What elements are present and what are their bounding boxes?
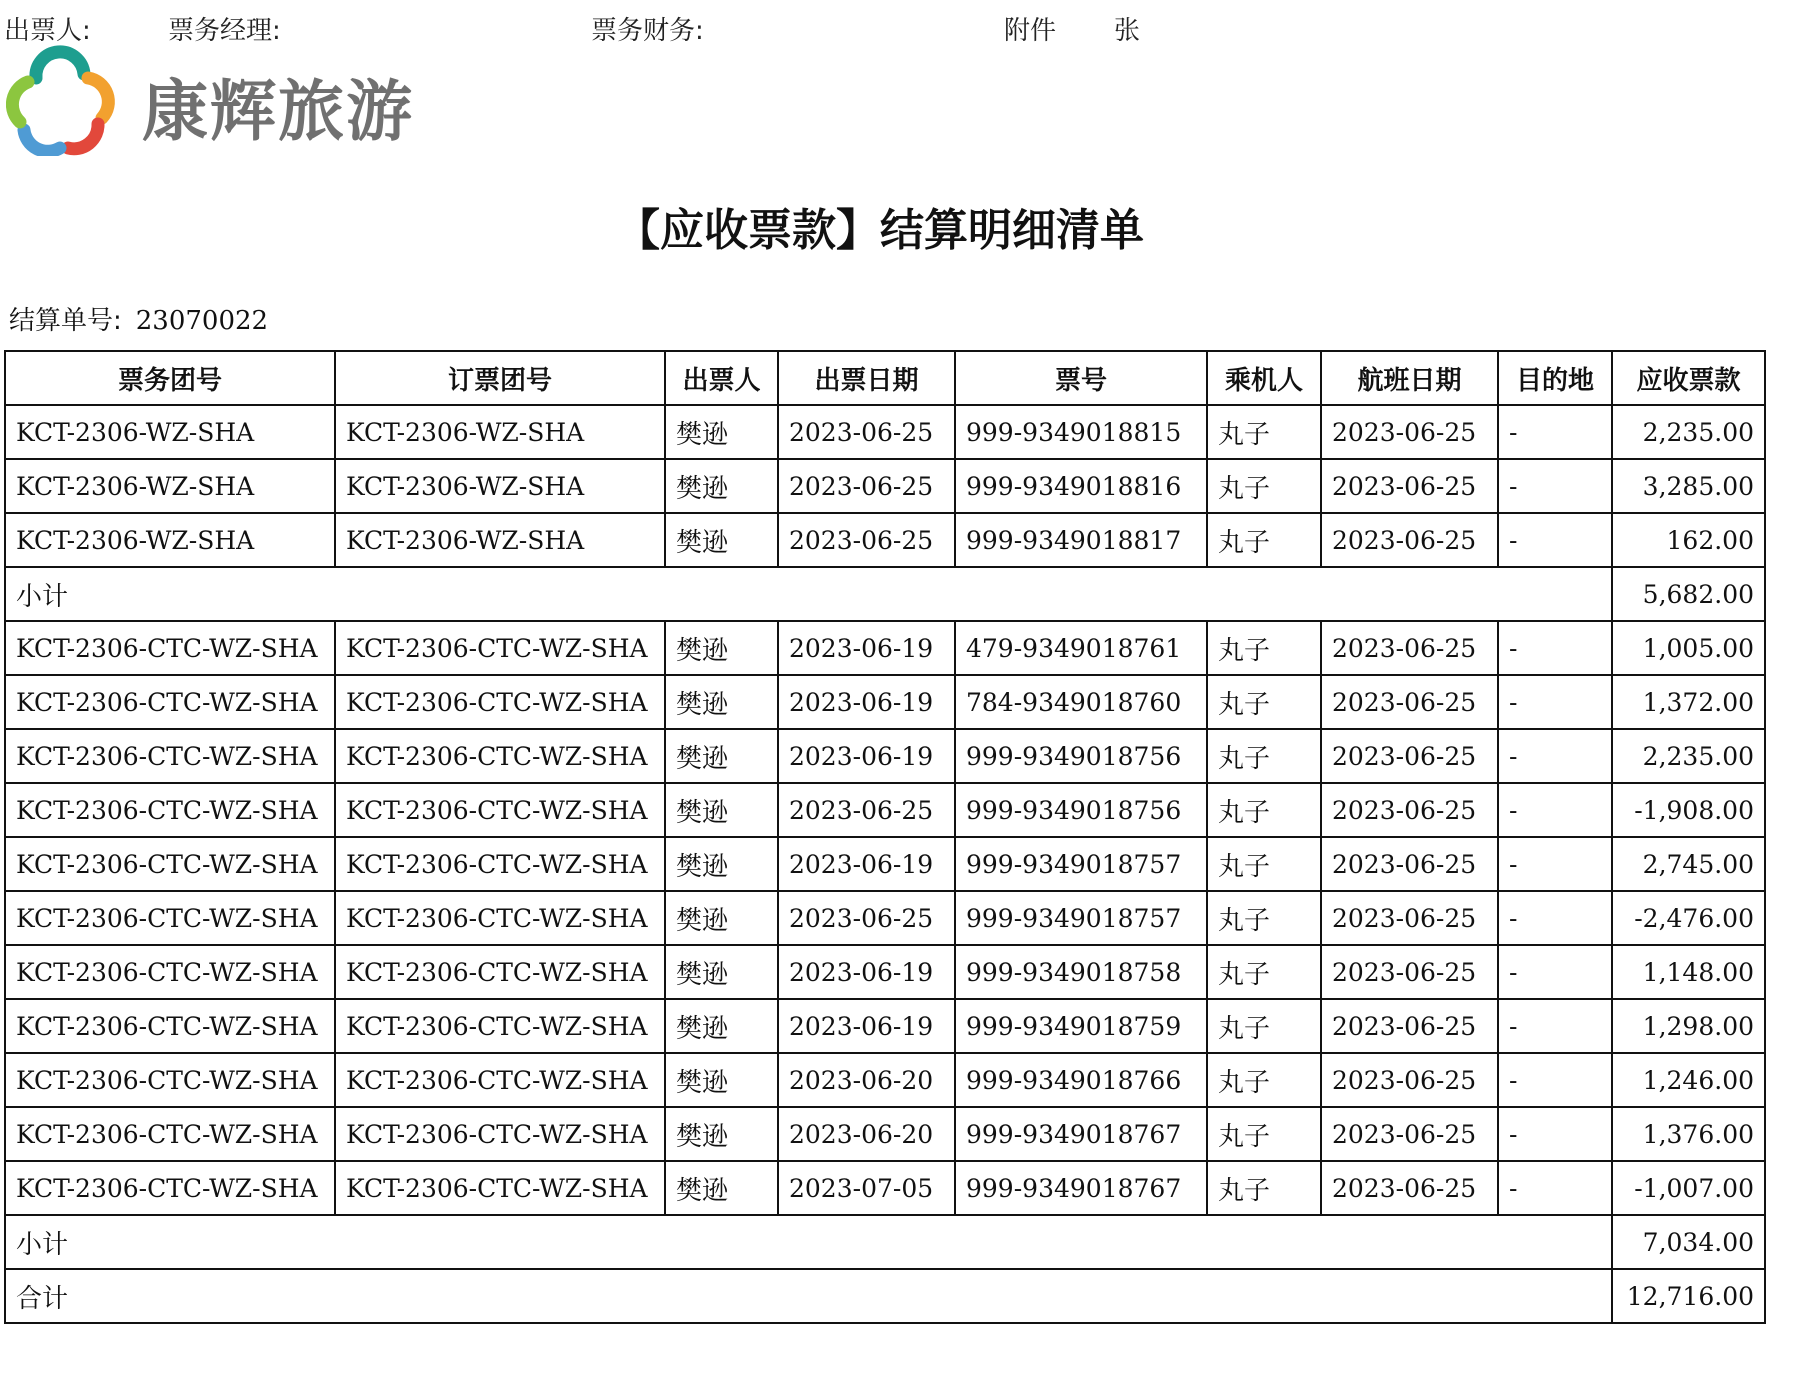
cell-issue-date: 2023-06-19 — [778, 621, 955, 675]
cell-receivable: 1,148.00 — [1612, 945, 1765, 999]
cell-ticket-no: 999-9349018817 — [955, 513, 1207, 567]
table-row — [5, 945, 1765, 999]
cell-destination: - — [1498, 405, 1612, 459]
cell-receivable: -1,908.00 — [1612, 783, 1765, 837]
cell-destination: - — [1498, 459, 1612, 513]
table-header-row — [5, 351, 1765, 405]
cell-receivable: 2,745.00 — [1612, 837, 1765, 891]
cell-passenger: 丸子 — [1207, 999, 1321, 1053]
cell-issue-date: 2023-06-19 — [778, 675, 955, 729]
table-row — [5, 783, 1765, 837]
cell-ticket-group: KCT-2306-CTC-WZ-SHA — [5, 1107, 335, 1161]
cell-ticket-group: KCT-2306-CTC-WZ-SHA — [5, 1053, 335, 1107]
signature-line — [0, 4, 1200, 48]
cell-flight-date: 2023-06-25 — [1321, 837, 1498, 891]
header-ticket-group: 票务团号 — [5, 351, 335, 405]
cell-booking-group: KCT-2306-CTC-WZ-SHA — [335, 621, 665, 675]
cell-passenger: 丸子 — [1207, 729, 1321, 783]
subtotal-row — [5, 567, 1765, 621]
cell-receivable: 3,285.00 — [1612, 459, 1765, 513]
subtotal-label: 小计 — [5, 1215, 1612, 1269]
cell-ticket-group: KCT-2306-CTC-WZ-SHA — [5, 621, 335, 675]
header-receivable: 应收票款 — [1612, 351, 1765, 405]
cell-passenger: 丸子 — [1207, 783, 1321, 837]
table-row — [5, 459, 1765, 513]
cell-issue-date: 2023-06-19 — [778, 837, 955, 891]
table-row — [5, 837, 1765, 891]
logo-text: 康辉旅游 — [142, 73, 414, 150]
cell-booking-group: KCT-2306-CTC-WZ-SHA — [335, 783, 665, 837]
document-title: 【应收票款】结算明细清单 — [616, 205, 1144, 256]
cell-flight-date: 2023-06-25 — [1321, 405, 1498, 459]
attachment-label: 附件 — [1004, 16, 1057, 46]
cell-booking-group: KCT-2306-CTC-WZ-SHA — [335, 837, 665, 891]
cell-drawer: 樊逊 — [665, 621, 778, 675]
header-passenger: 乘机人 — [1207, 351, 1321, 405]
cell-flight-date: 2023-06-25 — [1321, 459, 1498, 513]
subtotal-row — [5, 1215, 1765, 1269]
subtotal-label: 小计 — [5, 567, 1612, 621]
settlement-number-value: 23070022 — [135, 306, 269, 336]
cell-booking-group: KCT-2306-CTC-WZ-SHA — [335, 999, 665, 1053]
cell-ticket-group: KCT-2306-CTC-WZ-SHA — [5, 729, 335, 783]
header-drawer: 出票人 — [665, 351, 778, 405]
cell-booking-group: KCT-2306-WZ-SHA — [335, 459, 665, 513]
cell-passenger: 丸子 — [1207, 513, 1321, 567]
cell-drawer: 樊逊 — [665, 729, 778, 783]
cell-passenger: 丸子 — [1207, 891, 1321, 945]
cell-issue-date: 2023-06-19 — [778, 729, 955, 783]
cell-booking-group: KCT-2306-CTC-WZ-SHA — [335, 945, 665, 999]
cell-issue-date: 2023-06-25 — [778, 459, 955, 513]
cell-receivable: -1,007.00 — [1612, 1161, 1765, 1215]
cell-passenger: 丸子 — [1207, 1107, 1321, 1161]
cell-drawer: 樊逊 — [665, 783, 778, 837]
manager-label: 票务经理: — [168, 16, 281, 46]
cell-passenger: 丸子 — [1207, 1161, 1321, 1215]
cell-drawer: 樊逊 — [665, 513, 778, 567]
table-row — [5, 405, 1765, 459]
header-issue-date: 出票日期 — [778, 351, 955, 405]
total-row — [5, 1269, 1765, 1323]
header-destination: 目的地 — [1498, 351, 1612, 405]
total-label: 合计 — [5, 1269, 1612, 1323]
cell-passenger: 丸子 — [1207, 945, 1321, 999]
subtotal-value: 7,034.00 — [1612, 1215, 1765, 1269]
cell-passenger: 丸子 — [1207, 1053, 1321, 1107]
total-value: 12,716.00 — [1612, 1269, 1765, 1323]
cell-ticket-no: 999-9349018766 — [955, 1053, 1207, 1107]
cell-flight-date: 2023-06-25 — [1321, 729, 1498, 783]
cell-ticket-no: 999-9349018757 — [955, 891, 1207, 945]
cell-ticket-no: 999-9349018758 — [955, 945, 1207, 999]
cell-issue-date: 2023-06-25 — [778, 513, 955, 567]
header-booking-group: 订票团号 — [335, 351, 665, 405]
cell-destination: - — [1498, 513, 1612, 567]
cell-booking-group: KCT-2306-CTC-WZ-SHA — [335, 675, 665, 729]
cell-booking-group: KCT-2306-WZ-SHA — [335, 513, 665, 567]
cell-passenger: 丸子 — [1207, 405, 1321, 459]
cell-ticket-group: KCT-2306-WZ-SHA — [5, 513, 335, 567]
header-ticket-no: 票号 — [955, 351, 1207, 405]
cell-flight-date: 2023-06-25 — [1321, 621, 1498, 675]
cell-destination: - — [1498, 837, 1612, 891]
table-row — [5, 999, 1765, 1053]
cell-destination: - — [1498, 999, 1612, 1053]
drawer-label: 出票人: — [4, 16, 91, 46]
cell-drawer: 樊逊 — [665, 837, 778, 891]
cell-ticket-group: KCT-2306-WZ-SHA — [5, 459, 335, 513]
cell-destination: - — [1498, 1161, 1612, 1215]
cell-issue-date: 2023-06-20 — [778, 1107, 955, 1161]
cell-drawer: 樊逊 — [665, 1053, 778, 1107]
cell-receivable: -2,476.00 — [1612, 891, 1765, 945]
cell-flight-date: 2023-06-25 — [1321, 891, 1498, 945]
cell-drawer: 樊逊 — [665, 459, 778, 513]
cell-passenger: 丸子 — [1207, 837, 1321, 891]
cell-drawer: 樊逊 — [665, 891, 778, 945]
cell-issue-date: 2023-06-19 — [778, 945, 955, 999]
cell-flight-date: 2023-06-25 — [1321, 999, 1498, 1053]
cell-issue-date: 2023-06-25 — [778, 891, 955, 945]
cell-flight-date: 2023-06-25 — [1321, 1161, 1498, 1215]
cell-flight-date: 2023-06-25 — [1321, 945, 1498, 999]
cell-ticket-no: 999-9349018815 — [955, 405, 1207, 459]
cell-destination: - — [1498, 729, 1612, 783]
finance-label: 票务财务: — [591, 16, 704, 46]
cell-flight-date: 2023-06-25 — [1321, 783, 1498, 837]
cell-flight-date: 2023-06-25 — [1321, 1107, 1498, 1161]
cell-flight-date: 2023-06-25 — [1321, 513, 1498, 567]
cell-receivable: 1,372.00 — [1612, 675, 1765, 729]
cell-ticket-no: 999-9349018756 — [955, 783, 1207, 837]
cell-passenger: 丸子 — [1207, 621, 1321, 675]
cell-ticket-group: KCT-2306-CTC-WZ-SHA — [5, 1161, 335, 1215]
settlement-number — [9, 300, 268, 337]
table-row — [5, 513, 1765, 567]
cell-booking-group: KCT-2306-CTC-WZ-SHA — [335, 1161, 665, 1215]
cell-issue-date: 2023-07-05 — [778, 1161, 955, 1215]
cell-receivable: 1,005.00 — [1612, 621, 1765, 675]
cell-destination: - — [1498, 621, 1612, 675]
cell-issue-date: 2023-06-19 — [778, 999, 955, 1053]
cell-ticket-group: KCT-2306-CTC-WZ-SHA — [5, 945, 335, 999]
cell-passenger: 丸子 — [1207, 459, 1321, 513]
cell-ticket-group: KCT-2306-CTC-WZ-SHA — [5, 999, 335, 1053]
flower-logo-icon — [6, 44, 118, 156]
cell-ticket-no: 999-9349018767 — [955, 1107, 1207, 1161]
cell-issue-date: 2023-06-25 — [778, 405, 955, 459]
cell-ticket-group: KCT-2306-WZ-SHA — [5, 405, 335, 459]
cell-flight-date: 2023-06-25 — [1321, 675, 1498, 729]
subtotal-value: 5,682.00 — [1612, 567, 1765, 621]
cell-ticket-no: 999-9349018757 — [955, 837, 1207, 891]
attachment-unit: 张 — [1114, 16, 1141, 46]
cell-receivable: 1,376.00 — [1612, 1107, 1765, 1161]
cell-destination: - — [1498, 675, 1612, 729]
settlement-number-label: 结算单号: — [9, 306, 122, 336]
cell-destination: - — [1498, 891, 1612, 945]
cell-ticket-group: KCT-2306-CTC-WZ-SHA — [5, 783, 335, 837]
cell-receivable: 1,298.00 — [1612, 999, 1765, 1053]
cell-flight-date: 2023-06-25 — [1321, 1053, 1498, 1107]
cell-ticket-group: KCT-2306-CTC-WZ-SHA — [5, 675, 335, 729]
company-logo — [6, 44, 426, 156]
header-flight-date: 航班日期 — [1321, 351, 1498, 405]
cell-destination: - — [1498, 1107, 1612, 1161]
settlement-table — [4, 350, 1766, 1324]
cell-ticket-group: KCT-2306-CTC-WZ-SHA — [5, 837, 335, 891]
cell-destination: - — [1498, 783, 1612, 837]
table-row — [5, 1053, 1765, 1107]
cell-receivable: 162.00 — [1612, 513, 1765, 567]
cell-receivable: 2,235.00 — [1612, 405, 1765, 459]
cell-destination: - — [1498, 945, 1612, 999]
cell-booking-group: KCT-2306-CTC-WZ-SHA — [335, 891, 665, 945]
cell-destination: - — [1498, 1053, 1612, 1107]
cell-drawer: 樊逊 — [665, 1107, 778, 1161]
cell-receivable: 1,246.00 — [1612, 1053, 1765, 1107]
table-row — [5, 1107, 1765, 1161]
cell-booking-group: KCT-2306-WZ-SHA — [335, 405, 665, 459]
cell-issue-date: 2023-06-20 — [778, 1053, 955, 1107]
cell-booking-group: KCT-2306-CTC-WZ-SHA — [335, 1107, 665, 1161]
cell-passenger: 丸子 — [1207, 675, 1321, 729]
table-row — [5, 621, 1765, 675]
table-row — [5, 729, 1765, 783]
cell-drawer: 樊逊 — [665, 405, 778, 459]
cell-ticket-no: 999-9349018767 — [955, 1161, 1207, 1215]
cell-issue-date: 2023-06-25 — [778, 783, 955, 837]
cell-drawer: 樊逊 — [665, 999, 778, 1053]
cell-ticket-group: KCT-2306-CTC-WZ-SHA — [5, 891, 335, 945]
cell-booking-group: KCT-2306-CTC-WZ-SHA — [335, 1053, 665, 1107]
cell-drawer: 樊逊 — [665, 675, 778, 729]
cell-ticket-no: 999-9349018756 — [955, 729, 1207, 783]
table-row — [5, 1161, 1765, 1215]
cell-receivable: 2,235.00 — [1612, 729, 1765, 783]
cell-ticket-no: 999-9349018759 — [955, 999, 1207, 1053]
cell-ticket-no: 479-9349018761 — [955, 621, 1207, 675]
cell-drawer: 樊逊 — [665, 1161, 778, 1215]
cell-ticket-no: 999-9349018816 — [955, 459, 1207, 513]
table-body — [5, 405, 1765, 1323]
cell-drawer: 樊逊 — [665, 945, 778, 999]
table-row — [5, 675, 1765, 729]
table-row — [5, 891, 1765, 945]
cell-booking-group: KCT-2306-CTC-WZ-SHA — [335, 729, 665, 783]
cell-ticket-no: 784-9349018760 — [955, 675, 1207, 729]
